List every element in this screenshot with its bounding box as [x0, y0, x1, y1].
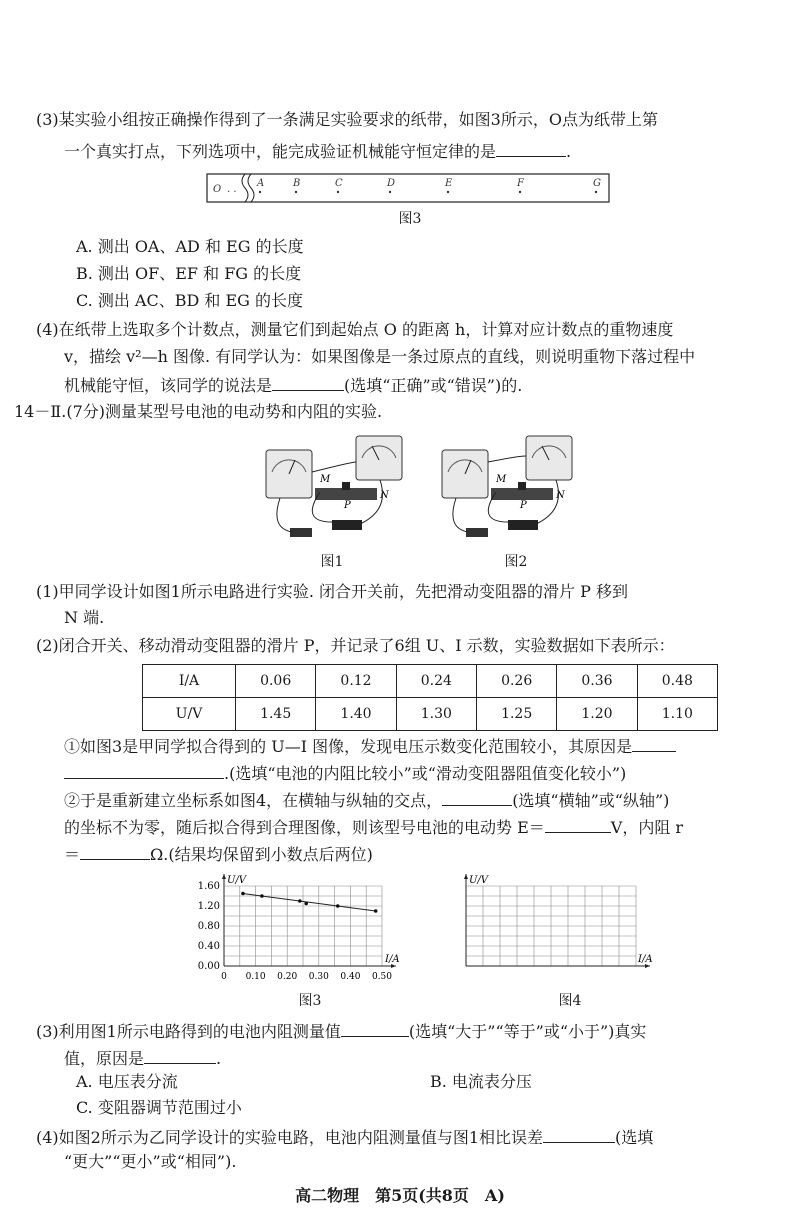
table-cell: 1.20 — [557, 698, 637, 731]
label-P-1: P — [344, 500, 351, 511]
tape-dot-F — [519, 191, 521, 193]
fig3-tape-label: 图3 — [398, 211, 422, 227]
tape-outline — [207, 174, 609, 202]
q14-s2-line3 — [64, 841, 373, 867]
q3-option-a: A. 测出 OA、AD 和 EG 的长度 — [76, 237, 304, 256]
q14-p3-blank-a[interactable] — [341, 1018, 409, 1037]
q14-s2-line3-end: Ω.(结果均保留到小数点后两位) — [150, 845, 373, 864]
y-tick-label: 0.40 — [197, 941, 220, 952]
q14-s2-line3-eq: ＝ — [64, 845, 81, 864]
q14-p3-line1-text: (3)利用图1所示电路得到的电池内阻测量值 — [36, 1022, 341, 1041]
table-header-U: U/V — [143, 698, 236, 731]
table-cell: 0.36 — [557, 665, 637, 698]
label-N-1: N — [380, 490, 389, 501]
q3-line1: (3)某实验小组按正确操作得到了一条满足实验要求的纸带，如图3所示，O点为纸带上第 — [36, 110, 658, 129]
q14-s1-blank-a[interactable] — [632, 733, 676, 752]
table-cell: 1.40 — [316, 698, 396, 731]
x-tick-label: 0.40 — [340, 972, 361, 982]
switch-1 — [332, 520, 362, 530]
rheostat-1-slider — [342, 482, 350, 490]
tape-point-O: O — [213, 184, 222, 195]
fig3-chart-label: 图3 — [298, 993, 322, 1009]
q14-s2-line1 — [64, 787, 669, 813]
q14-title: 14－Ⅱ.(7分)测量某型号电池的电动势和内阻的实验. — [14, 402, 383, 421]
q14-s2-axis-blank[interactable] — [442, 787, 512, 806]
q3-line2-end: . — [566, 142, 572, 161]
q4-line3-end: (选填“正确”或“错误”)的. — [344, 376, 523, 395]
data-point — [260, 894, 264, 898]
x-tick-label: 0.50 — [371, 972, 393, 982]
circuit-photo-2 — [436, 432, 586, 547]
fig3-ui-chart — [190, 870, 430, 990]
table-cell: 0.12 — [316, 665, 396, 698]
q14-s1-line2 — [64, 760, 626, 786]
q3-option-b: B. 测出 OF、EF 和 FG 的长度 — [76, 264, 302, 283]
tape-break-left — [242, 174, 248, 202]
q14-p4-blank[interactable] — [543, 1124, 615, 1143]
page-footer: 高二物理 第5页(共8页 A) — [295, 1186, 505, 1205]
label-N-2: N — [556, 490, 565, 501]
q14-p4-line2: “更大”“更小”或“相同”). — [64, 1152, 237, 1171]
tape-dot-A — [259, 191, 261, 193]
y-tick-label: 1.20 — [197, 901, 220, 912]
table-cell: 1.10 — [637, 698, 717, 731]
tape-dot-G — [595, 191, 597, 193]
table-cell: 0.24 — [396, 665, 476, 698]
fig2-label: 图2 — [504, 554, 528, 570]
q14-s1-line1 — [64, 733, 676, 759]
tape-point-F: F — [517, 178, 524, 189]
q14-p3-blank-b[interactable] — [144, 1045, 216, 1064]
q3-line2 — [64, 138, 571, 164]
rheostat-2-slider — [518, 482, 526, 490]
table-row-voltage — [143, 698, 718, 731]
tape-break-right — [248, 174, 254, 202]
q14-resistance-blank[interactable] — [80, 841, 150, 860]
table-cell: 1.30 — [396, 698, 476, 731]
table-cell: 0.06 — [236, 665, 316, 698]
data-point — [304, 902, 308, 906]
q14-s2-line1-end: (选填“横轴”或“纵轴”) — [512, 791, 670, 810]
label-P-2: P — [520, 500, 527, 511]
q4-answer-blank[interactable] — [272, 372, 344, 391]
fig4-ui-chart — [456, 870, 666, 990]
tape-point-B: B — [293, 178, 301, 189]
paper-tape-figure — [205, 170, 615, 206]
y-axis-arrow — [222, 874, 226, 879]
tape-point-A: A — [257, 178, 265, 189]
q14-p3-line1-end: (选填“大于”“等于”或“小于”)真实 — [408, 1022, 647, 1041]
q14-s2-line2 — [64, 814, 683, 840]
q14-p2-line1: (2)闭合开关、移动滑动变阻器的滑片 P，并记录了6组 U、I 示数，实验数据如下表所示： — [36, 636, 675, 655]
label-M-1: M — [320, 474, 331, 485]
q14-s1-line2-text: .(选填“电池的内阻比较小”或“滑动变阻器阻值变化较小”) — [224, 764, 627, 783]
data-point — [336, 904, 340, 908]
q14-p3-line2 — [64, 1045, 221, 1071]
q14-p4-line1-end: (选填 — [615, 1128, 654, 1147]
y-tick-label: 0.80 — [197, 921, 220, 932]
tape-dots: . . — [227, 184, 237, 195]
label-M-2: M — [496, 474, 507, 485]
voltmeter-2 — [526, 436, 572, 480]
x-axis-label: I/A — [385, 954, 400, 965]
battery-1 — [290, 528, 312, 537]
q14-p3-line2-end: . — [216, 1049, 222, 1068]
q14-s2-line2-end: V，内阻 r — [610, 818, 684, 837]
data-point — [298, 899, 302, 903]
q4-line2: v，描绘 v²—h 图像. 有同学认为：如果图像是一条过原点的直线，则说明重物下落过程中 — [64, 347, 696, 366]
voltmeter-1 — [356, 436, 402, 480]
q14-p4-line1-text: (4)如图2所示为乙同学设计的实验电路，电池内阻测量值与图1相比误差 — [36, 1128, 544, 1147]
y-tick-label: 0.00 — [197, 961, 220, 972]
q14-p3-line1 — [36, 1018, 646, 1044]
q14-s2-line2-text: 的坐标不为零，随后拟合得到合理图像，则该型号电池的电动势 E＝ — [64, 818, 545, 837]
y-axis-label: U/V — [227, 875, 247, 886]
data-point — [241, 892, 245, 896]
table-row-current — [143, 665, 718, 698]
data-point — [374, 909, 378, 913]
x-tick-label: 0.10 — [245, 972, 266, 982]
q14-s1-text: ①如图3是甲同学拟合得到的 U—I 图像，发现电压示数变化范围较小，其原因是 — [64, 737, 633, 756]
q14-p3-option-a: A. 电压表分流 — [76, 1072, 178, 1091]
q4-line3 — [64, 372, 522, 398]
table-header-I: I/A — [143, 665, 236, 698]
table-cell: 0.48 — [637, 665, 717, 698]
q14-p1-line2: N 端. — [64, 608, 105, 627]
y-axis-arrow — [464, 874, 468, 879]
fig4-chart-label: 图4 — [558, 993, 582, 1009]
q3-answer-blank[interactable] — [496, 138, 566, 157]
tape-dot-D — [389, 191, 391, 193]
tape-point-C: C — [335, 178, 343, 189]
q4-line1: (4)在纸带上选取多个计数点，测量它们到起始点 O 的距离 h，计算对应计数点的重物速度 — [36, 320, 674, 339]
y-axis-label: U/V — [469, 875, 489, 886]
table-cell: 1.45 — [236, 698, 316, 731]
x-tick-label: 0 — [221, 972, 227, 982]
circuit-photo-1 — [260, 432, 410, 547]
q3-option-c: C. 测出 AC、BD 和 EG 的长度 — [76, 291, 304, 310]
q3-line2-text: 一个真实打点，下列选项中，能完成验证机械能守恒定律的是 — [64, 142, 497, 161]
x-tick-label: 0.30 — [308, 972, 329, 982]
tape-point-E: E — [445, 178, 453, 189]
q14-emf-blank[interactable] — [545, 814, 611, 833]
battery-2 — [466, 528, 488, 537]
q14-s2-line1-text: ②于是重新建立坐标系如图4，在横轴与纵轴的交点， — [64, 791, 443, 810]
q4-line3-text: 机械能守恒，该同学的说法是 — [64, 376, 273, 395]
data-table — [142, 664, 718, 731]
table-cell: 0.26 — [476, 665, 556, 698]
y-tick-label: 1.60 — [197, 881, 220, 892]
tape-dot-E — [447, 191, 449, 193]
q14-p3-option-b: B. 电流表分压 — [430, 1072, 532, 1091]
q14-p1-line1: (1)甲同学设计如图1所示电路进行实验. 闭合开关前，先把滑动变阻器的滑片 P 移到 — [36, 582, 628, 601]
table-cell: 1.25 — [476, 698, 556, 731]
q14-p3-line2-text: 值，原因是 — [64, 1049, 145, 1068]
q14-s1-blank-b[interactable] — [64, 760, 224, 779]
tape-dot-C — [337, 191, 339, 193]
tape-point-G: G — [593, 178, 601, 189]
q14-p4-line1 — [36, 1124, 653, 1150]
switch-2 — [508, 520, 538, 530]
tape-dot-B — [295, 191, 297, 193]
tape-point-D: D — [387, 178, 396, 189]
q14-p3-option-c: C. 变阻器调节范围过小 — [76, 1098, 242, 1117]
fig1-label: 图1 — [320, 554, 344, 570]
x-axis-label: I/A — [638, 954, 653, 965]
x-tick-label: 0.20 — [277, 972, 298, 982]
